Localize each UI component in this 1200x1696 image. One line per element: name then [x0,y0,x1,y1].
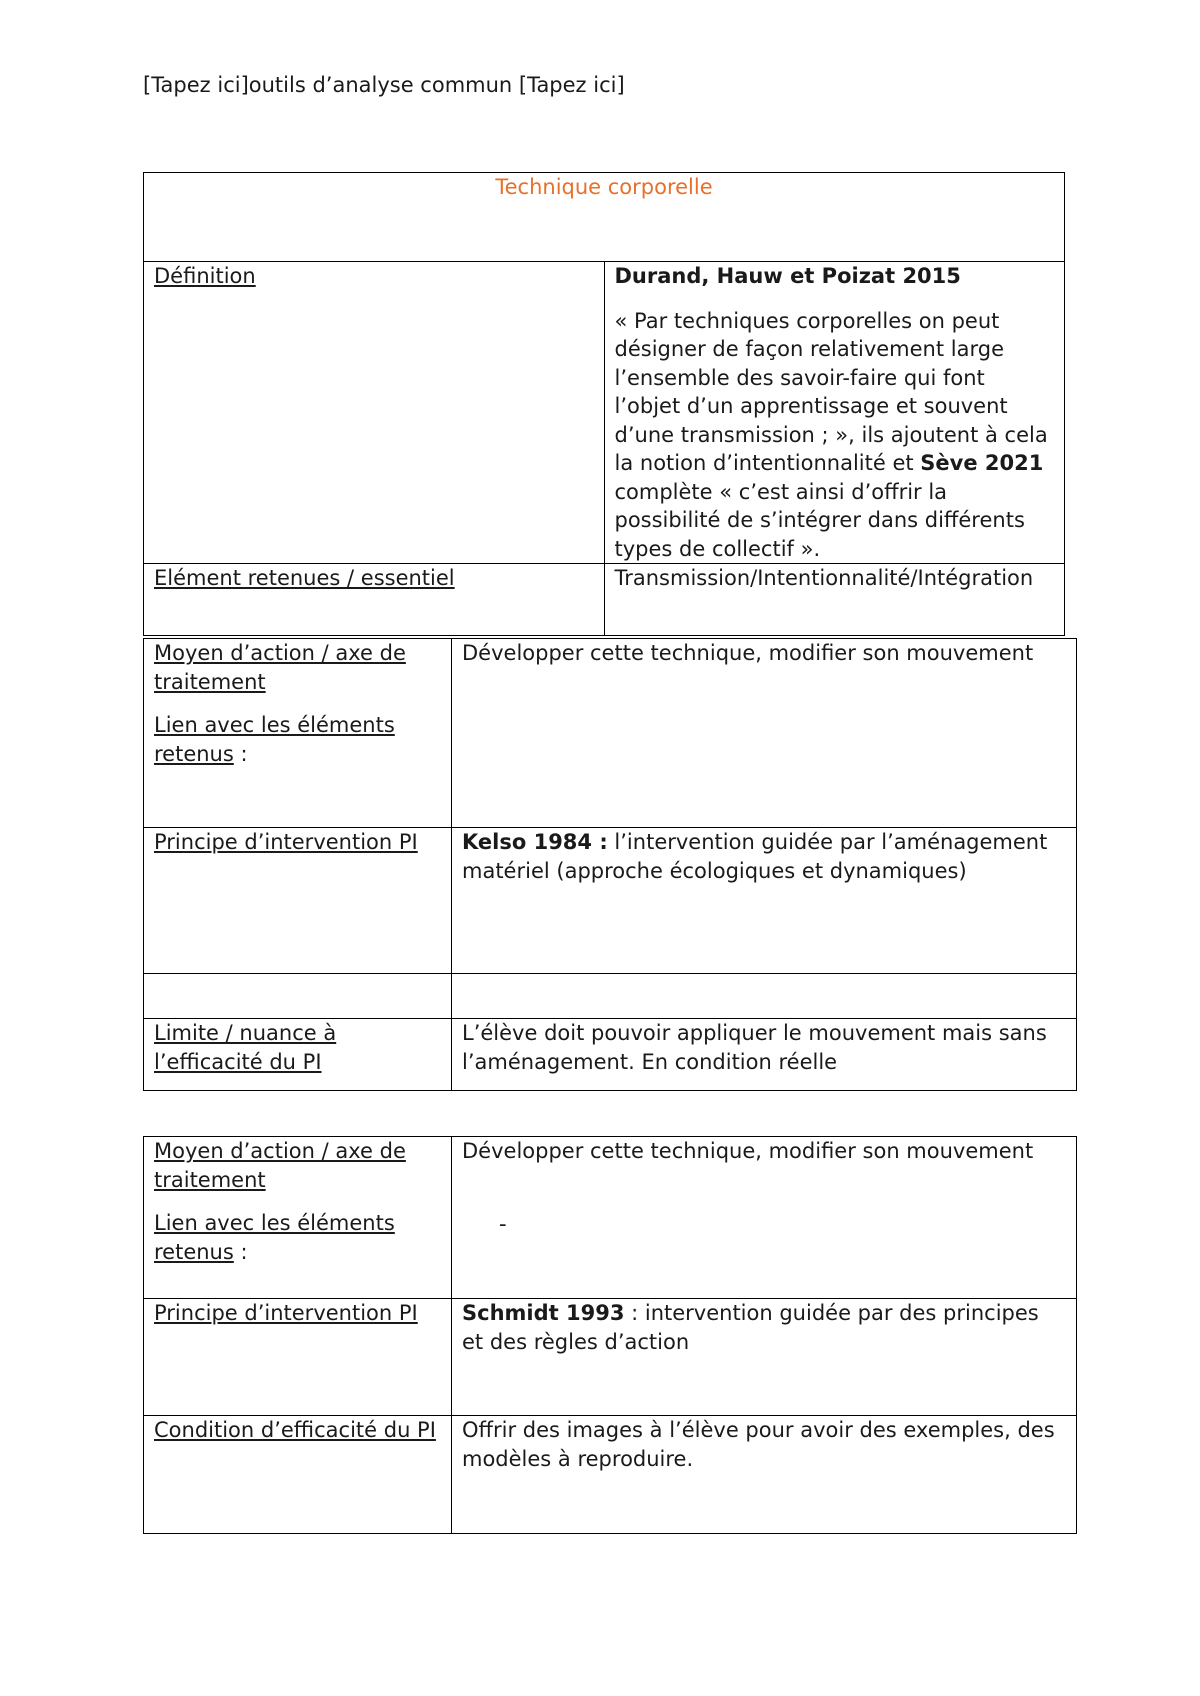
dash-bullet: - [499,1211,507,1236]
moyen-value: Développer cette technique, modifier son mouvement [462,1139,1034,1163]
principe-reference: Schmidt 1993 [462,1301,625,1325]
empty-cell [144,974,452,1019]
technique-table [143,172,1065,636]
moyen-cell-right [452,1137,1077,1299]
definition-label: Définition [154,264,256,288]
principe-reference: Kelso 1984 : [462,830,608,854]
principe-label: Principe d’intervention PI [154,1301,418,1325]
retenues-value: Transmission/Intentionnalité/Intégration [604,564,1065,636]
lien-label: Lien avec les éléments retenus [154,1211,395,1264]
moyen-label: Moyen d’action / axe de traitement [154,641,406,694]
page-header: [Tapez ici]outils d’analyse commun [Tapez ici] [143,73,625,97]
principe-value: Kelso 1984 : l’intervention guidée par l’aménagement matériel (approche écologiques et dynamiques) [452,828,1077,974]
schmidt-table [143,1136,1077,1534]
definition-cell [604,262,1065,564]
condition-value: Offrir des images à l’élève pour avoir des exemples, des modèles à reproduire. [452,1416,1077,1534]
retenues-label: Elément retenues / essentiel [154,566,455,590]
principe-label: Principe d’intervention PI [154,830,418,854]
empty-cell [452,974,1077,1019]
moyen-value: Développer cette technique, modifier son mouvement [452,639,1077,828]
definition-text: « Par techniques corporelles on peut désigner de façon relativement large l’ensemble des savoir-faire qui font l’objet d’un apprentissage et souvent d’une transmission ; », ils ajoutent à cela la notion d’intentionnalité et Sève 2021 complète « c’est ainsi d’offrir la possibilité de s’intégrer dans différents types de collectif ». [614,308,1048,561]
kelso-table [143,638,1077,1091]
moyen-cell: Moyen d’action / axe de traitement Lien avec les éléments retenus : [144,1137,452,1299]
definition-reference-2: Sève 2021 [920,451,1044,475]
moyen-label: Moyen d’action / axe de traitement [154,1139,406,1192]
definition-reference: Durand, Hauw et Poizat 2015 [614,264,961,288]
limite-value: L’élève doit pouvoir appliquer le mouvement mais sans l’aménagement. En condition réelle [452,1019,1077,1091]
lien-label: Lien avec les éléments retenus [154,713,395,766]
limite-label: Limite / nuance à l’efficacité du PI [154,1021,337,1074]
principe-value: Schmidt 1993 : intervention guidée par des principes et des règles d’action [452,1299,1077,1416]
condition-label: Condition d’efficacité du PI [154,1418,436,1442]
table-title: Technique corporelle [144,173,1065,262]
moyen-cell: Moyen d’action / axe de traitement Lien avec les éléments retenus : [144,639,452,828]
